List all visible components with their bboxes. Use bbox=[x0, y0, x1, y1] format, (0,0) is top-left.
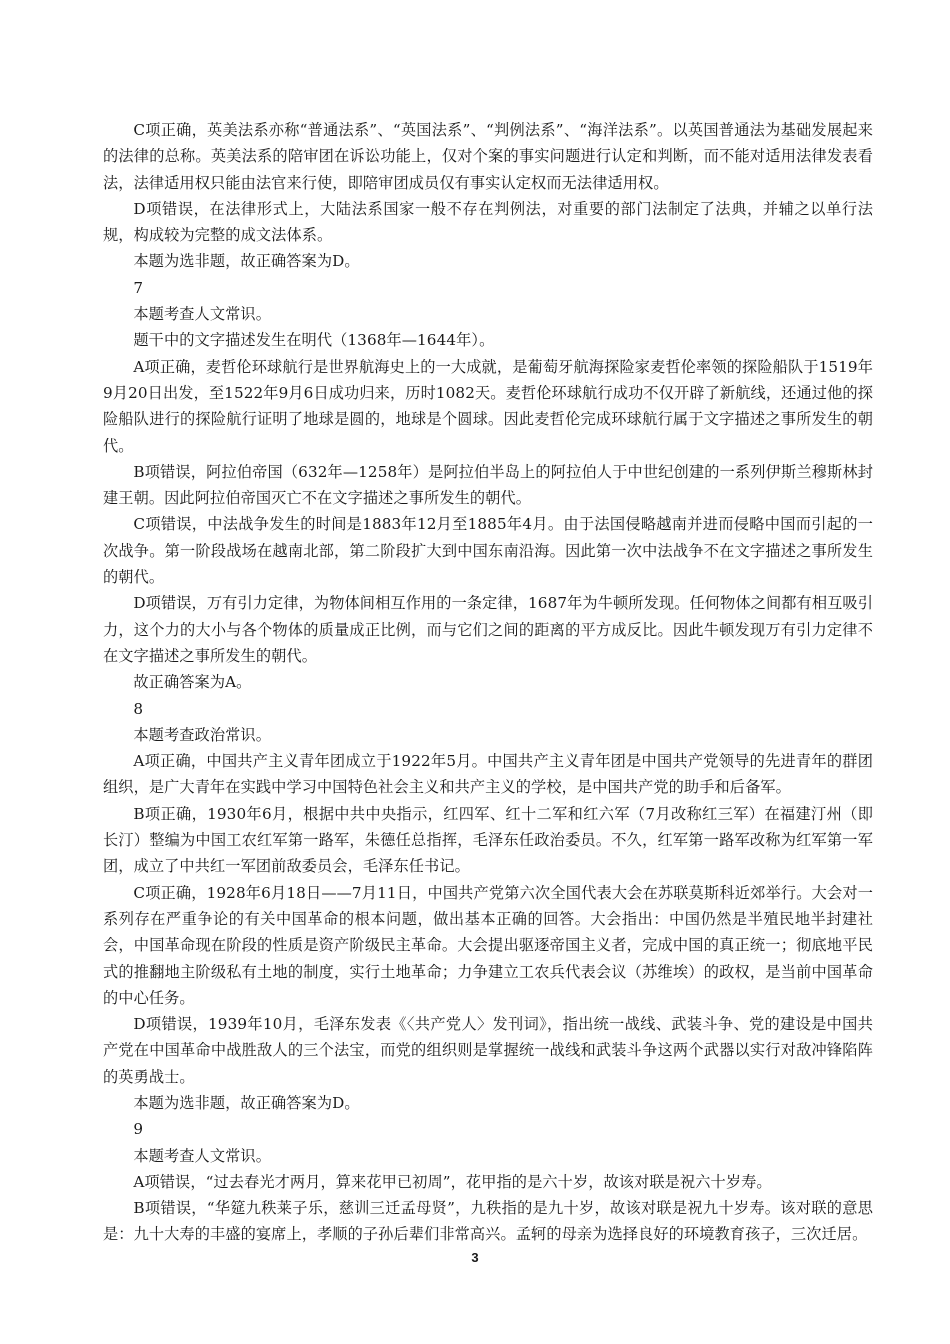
paragraph: 本题考查政治常识。 bbox=[133, 725, 271, 744]
page-number: 3 bbox=[471, 1250, 479, 1265]
question-number: 9 bbox=[133, 1120, 144, 1139]
paragraph: D项错误，1939年10月，毛泽东发表《〈共产党人〉发刊词》，指出统一战线、武装斗争、党的建设是中国共产党在中国革命中战胜敌人的三个法宝，而党的组织则是掌握统一战线和武装斗争这两个武器以实行对敌冲锋陷阵的英勇战士。 bbox=[103, 1015, 873, 1086]
paragraph: 本题考查人文常识。 bbox=[133, 305, 271, 324]
paragraph: D项错误，万有引力定律，为物体间相互作用的一条定律，1687年为牛顿所发现。任何物体之间都有相互吸引力，这个力的大小与各个物体的质量成正比例，而与它们之间的距离的平方成反比。因此牛顿发现万有引力定律不在文字描述之事所发生的朝代。 bbox=[103, 594, 873, 665]
paragraph: A项错误，“过去春光才两月，算来花甲已初周”，花甲指的是六十岁，故该对联是祝六十岁寿。 bbox=[133, 1172, 772, 1191]
paragraph: 题干中的文字描述发生在明代（1368年—1644年）。 bbox=[133, 331, 495, 350]
paragraph: 故正确答案为A。 bbox=[133, 673, 252, 692]
paragraph: 本题为选非题，故正确答案为D。 bbox=[133, 1093, 360, 1112]
document-body bbox=[103, 117, 873, 1248]
paragraph: 本题为选非题，故正确答案为D。 bbox=[133, 252, 360, 271]
paragraph: 本题考查人文常识。 bbox=[133, 1146, 271, 1165]
question-number: 7 bbox=[133, 278, 144, 297]
question-number: 8 bbox=[133, 699, 144, 718]
paragraph: B项正确，1930年6月，根据中共中央指示，红四军、红十二军和红六军（7月改称红三军）在福建汀州（即长汀）整编为中国工农红军第一路军，朱德任总指挥，毛泽东任政治委员。不久，红军第一路军改称为红军第一军团，成立了中共红一军团前敌委员会，毛泽东任书记。 bbox=[103, 804, 873, 876]
paragraph: B项错误，“华筵九秩莱子乐，慈训三迁孟母贤”，九秩指的是九十岁，故该对联是祝九十岁寿。该对联的意思是：九十大寿的丰盛的宴席上，孝顺的子孙后辈们非常高兴。孟轲的母亲为选择良好的环境教育孩子，三次迁居。 bbox=[103, 1199, 873, 1244]
paragraph: D项错误，在法律形式上，大陆法系国家一般不存在判例法，对重要的部门法制定了法典，并辅之以单行法规，构成较为完整的成文法体系。 bbox=[103, 199, 873, 245]
paragraph: B项错误，阿拉伯帝国（632年—1258年）是阿拉伯半岛上的阿拉伯人于中世纪创建的一系列伊斯兰穆斯林封建王朝。因此阿拉伯帝国灭亡不在文字描述之事所发生的朝代。 bbox=[103, 462, 873, 508]
paragraph: A项正确，中国共产主义青年团成立于1922年5月。中国共产主义青年团是中国共产党领导的先进青年的群团组织，是广大青年在实践中学习中国特色社会主义和共产主义的学校，是中国共产党的助手和后备军。 bbox=[103, 752, 873, 797]
paragraph: A项正确，麦哲伦环球航行是世界航海史上的一大成就，是葡萄牙航海探险家麦哲伦率领的探险船队于1519年9月20日出发，至1522年9月6日成功归来，历时1082天。麦哲伦环球航行成功不仅开辟了新航线，还通过他的探险船队进行的探险航行证明了地球是圆的，地球是个圆球。因此麦哲伦完成环球航行属于文字描述之事所发生的朝代。 bbox=[103, 357, 873, 455]
paragraph: C项正确，1928年6月18日——7月11日，中国共产党第六次全国代表大会在苏联莫斯科近郊举行。大会对一系列存在严重争论的有关中国革命的根本问题，做出基本正确的回答。大会指出：中国仍然是半殖民地半封建社会，中国革命现在阶段的性质是资产阶级民主革命。大会提出驱逐帝国主义者，完成中国的真正统一；彻底地平民式的推翻地主阶级私有土地的制度，实行土地革命；力争建立工农兵代表会议（苏维埃）的政权，是当前中国革命的中心任务。 bbox=[103, 883, 873, 1007]
paragraph: C项正确，英美法系亦称“普通法系”、“英国法系”、“判例法系”、“海洋法系”。以英国普通法为基础发展起来的法律的总称。英美法系的陪审团在诉讼功能上，仅对个案的事实问题进行认定和判断，而不能对适用法律发表看法，法律适用权只能由法官来行使，即陪审团成员仅有事实认定权而无法律适用权。 bbox=[103, 121, 873, 192]
paragraph: C项错误，中法战争发生的时间是1883年12月至1885年4月。由于法国侵略越南并进而侵略中国而引起的一次战争。第一阶段战场在越南北部，第二阶段扩大到中国东南沿海。因此第一次中法战争不在文字描述之事所发生的朝代。 bbox=[103, 515, 873, 587]
